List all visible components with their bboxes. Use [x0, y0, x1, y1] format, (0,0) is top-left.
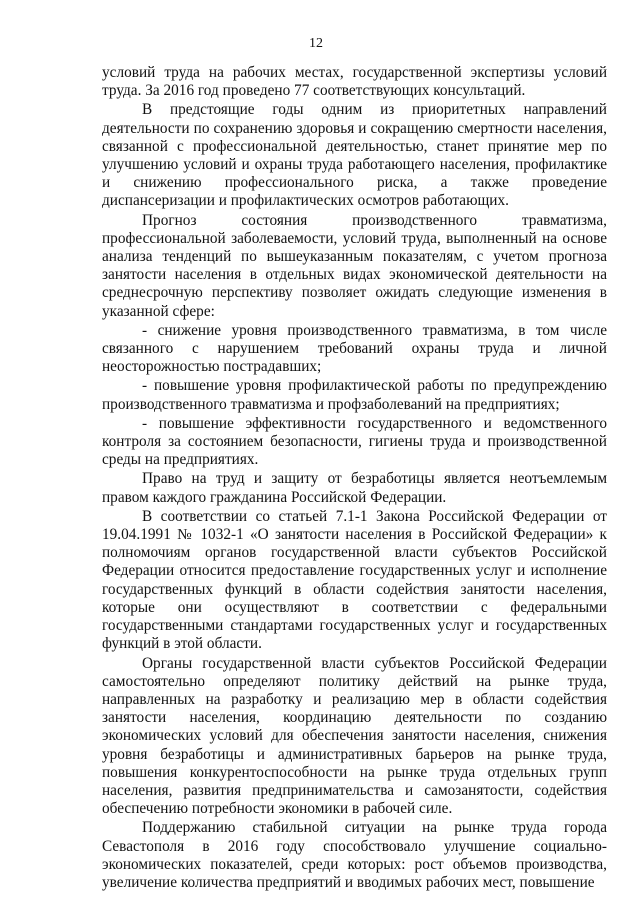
paragraph: Органы государственной власти субъектов Российской Федерации самостоятельно определяют политику действий на рынке труда, направленных на разработку и реализацию мер в области содействия занятости населения, координацию деятельности по созданию экономических условий для обеспечения занятости населения, снижения уровня безработицы и административных барьеров на рынке труда, повышения конкурентоспособности на рынке труда отдельных групп населения, развития предпринимательства и самозанятости, содействия обеспечению потребности экономики в рабочей силе. [102, 654, 607, 818]
paragraph: Прогноз состояния производственного травматизма, профессиональной заболеваемости, условий труда, выполненный на основе анализа тенденций по вышеуказанным показателям, с учетом прогноза занятости населения в отдельных видах экономической деятельности на среднесрочную перспективу позволяет ожидать следующие изменения в указанной сфере: [102, 211, 607, 320]
paragraph-continuation: условий труда на рабочих местах, государственной экспертизы условий труда. За 2016 год проведено 77 соответствующих консультаций. [102, 64, 607, 100]
paragraph: В предстоящие годы одним из приоритетных направлений деятельности по сохранению здоровья и сокращению смертности населения, связанной с профессиональной деятельностью, станет принятие мер по улучшению условий и охраны труда работающего населения, профилактике и снижению профессионального риска, а также проведение диспансеризации и профилактических осмотров работающих. [102, 101, 607, 210]
paragraph: Право на труд и защиту от безработицы является неотъемлемым правом каждого гражданина Российской Федерации. [102, 470, 607, 506]
paragraph: Поддержанию стабильной ситуации на рынке труда города Севастополя в 2016 году способствовало улучшение социально-экономических показателей, среди которых: рост объемов производства, увеличение количества предприятий и вводимых рабочих мест, повышение [102, 819, 607, 891]
list-item: - повышение эффективности государственного и ведомственного контроля за состоянием безопасности, гигиены труда и производственной среды на предприятиях. [102, 414, 607, 469]
page-number: 12 [309, 36, 323, 51]
body-text [102, 64, 607, 893]
list-item: - повышение уровня профилактической работы по предупреждению производственного травматизма и профзаболеваний на предприятиях; [102, 377, 607, 413]
paragraph: В соответствии со статьей 7.1-1 Закона Российской Федерации от 19.04.1991 № 1032-1 «О занятости населения в Российской Федерации» к полномочиям органов государственной власти субъектов Российской Федерации относится предоставление государственных услуг и исполнение государственных функций в области содействия занятости населения, которые они осуществляют в соответствии с федеральными государственными стандартами государственных услуг и государственных функций в этой области. [102, 507, 607, 653]
list-item: - снижение уровня производственного травматизма, в том числе связанного с нарушением требований охраны труда и личной неосторожностью пострадавших; [102, 321, 607, 376]
